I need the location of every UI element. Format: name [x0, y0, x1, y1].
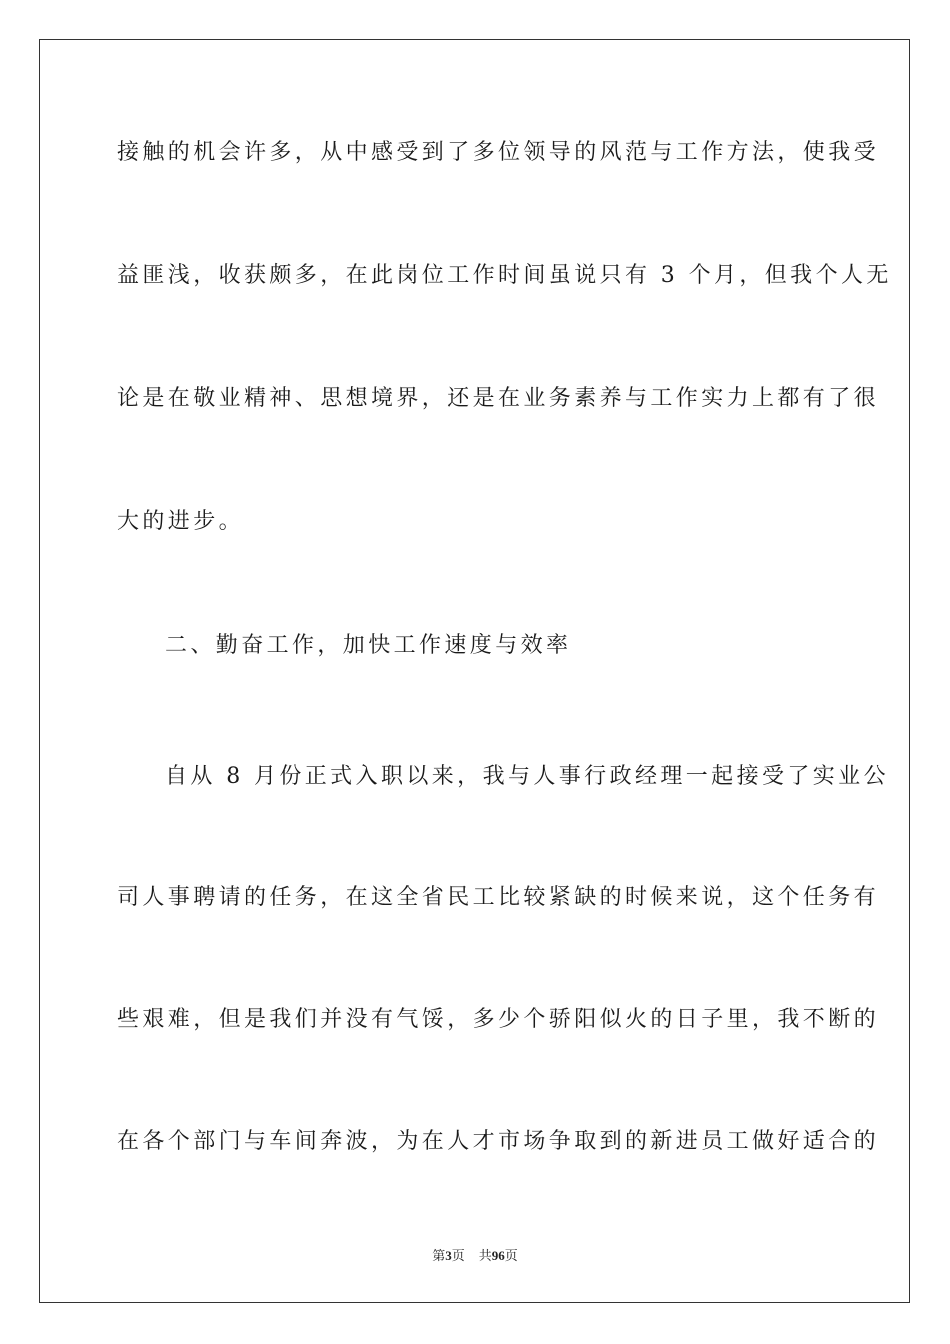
page-prefix: 第 [432, 1248, 446, 1263]
paragraph-line: 自从 8 月份正式入职以来，我与人事行政经理一起接受了实业公 [165, 764, 889, 789]
paragraph-line: 在各个部门与车间奔波，为在人才市场争取到的新进员工做好适合的 [117, 1129, 880, 1154]
page-number: 3 [445, 1248, 452, 1263]
page-suffix: 页 [451, 1248, 465, 1263]
page-border [39, 39, 910, 1303]
paragraph-line: 司人事聘请的任务，在这全省民工比较紧缺的时候来说，这个任务有 [117, 885, 880, 910]
paragraph-line: 论是在敬业精神、思想境界，还是在业务素养与工作实力上都有了很 [117, 386, 880, 411]
total-pages: 96 [491, 1248, 505, 1263]
total-suffix: 页 [504, 1248, 518, 1263]
section-heading: 二、勤奋工作，加快工作速度与效率 [165, 633, 572, 658]
paragraph-line: 益匪浅，收获颇多，在此岗位工作时间虽说只有 3 个月，但我个人无 [117, 263, 892, 288]
total-prefix: 共 [478, 1248, 492, 1263]
paragraph-line: 接触的机会许多，从中感受到了多位领导的风范与工作方法，使我受 [117, 140, 880, 165]
paragraph-line: 大的进步。 [117, 509, 245, 534]
paragraph-line: 些艰难，但是我们并没有气馁，多少个骄阳似火的日子里，我不断的 [117, 1007, 880, 1032]
page-footer [0, 1247, 950, 1265]
